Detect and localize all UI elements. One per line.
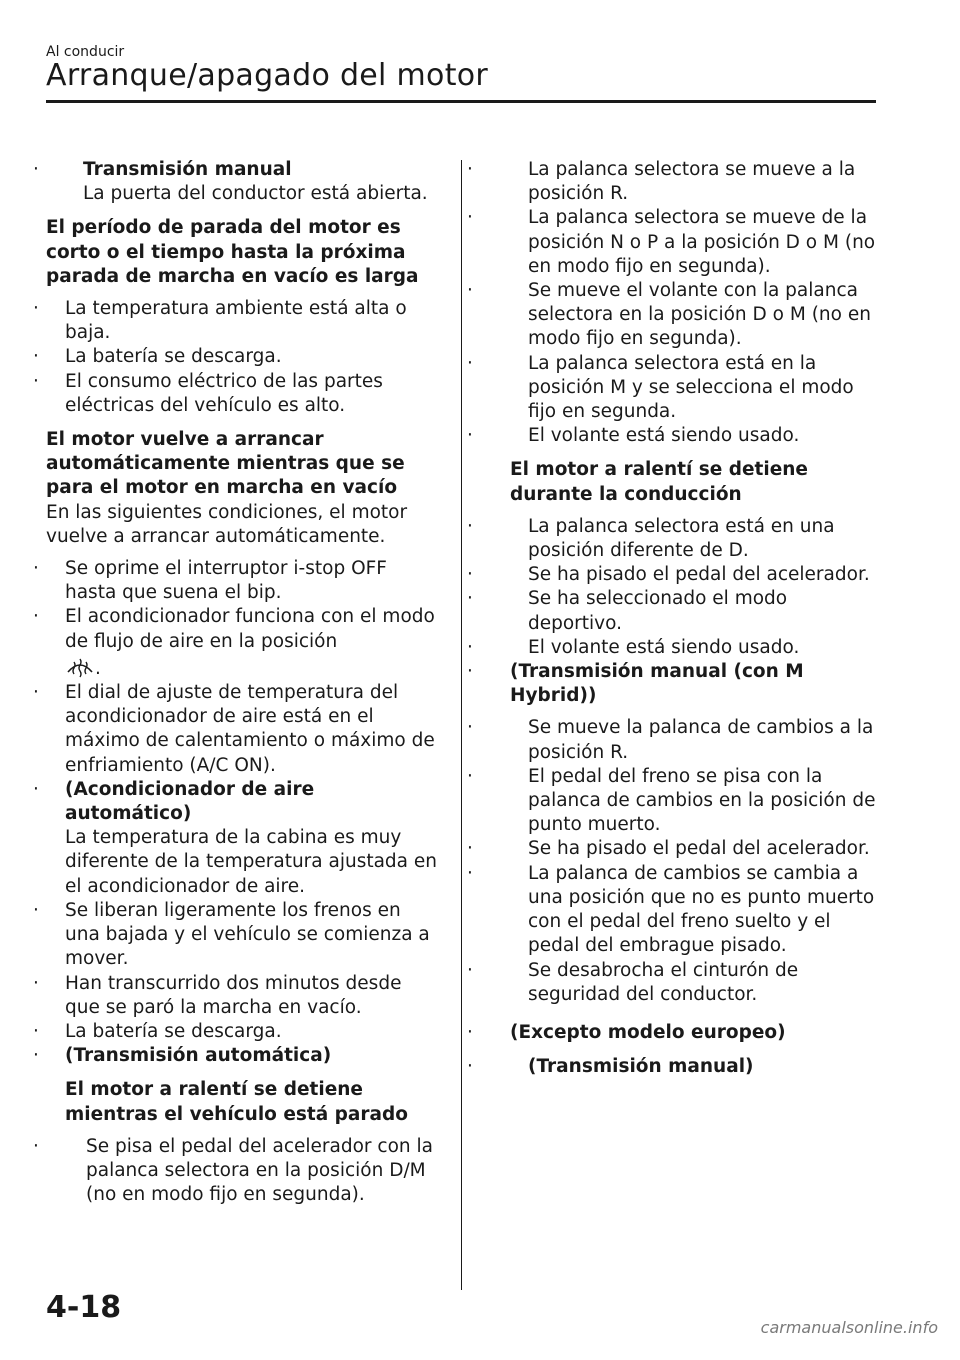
list-item: · Se pisa el pedal del acelerador con la palanca selectora en la posición D/M (no en modo fijo en segunda). — [46, 1135, 441, 1208]
list-item: · La temperatura ambiente está alta o baja. — [46, 297, 441, 345]
section-heading: El período de parada del motor es corto o el tiempo hasta la próxima parada de marcha en vacío es larga — [46, 217, 419, 287]
item-label: (Excepto modelo europeo) — [510, 1021, 786, 1043]
list-item: · La palanca selectora se mueve a la posición R. — [480, 158, 880, 206]
list-item: · Se desabrocha el cinturón de seguridad del conductor. — [480, 959, 880, 1007]
list-item: · La palanca selectora está en la posición M y se selecciona el modo fijo en segunda. — [480, 352, 880, 425]
defroster-line — [65, 654, 441, 681]
column-divider — [461, 160, 462, 1290]
list-item: · La batería se descarga. — [46, 1020, 441, 1044]
list-item — [480, 660, 880, 708]
list-item: · Se mueve la palanca de cambios a la posición R. — [480, 716, 880, 764]
defroster-icon — [65, 654, 95, 680]
item-label: (Transmisión manual (con M Hybrid)) — [510, 661, 804, 707]
sub-heading: El motor a ralentí se detiene durante la conducción — [510, 459, 808, 505]
item-text: La puerta del conductor está abierta. — [83, 183, 428, 205]
item-label: · (Acondicionador de aire automático) — [65, 778, 315, 825]
section-label: Al conducir — [46, 44, 125, 60]
list-item: · Se ha pisado el pedal del acelerador. — [480, 837, 880, 861]
item-text: La temperatura de la cabina es muy diferente de la temperatura ajustada en el acondicionador de aire. — [65, 827, 437, 897]
list-item: · La palanca de cambios se cambia a una posición que no es punto muerto con el pedal del freno suelto y el pedal del embrague pisado. — [480, 862, 880, 959]
list-item: · El consumo eléctrico de las partes eléctricas del vehículo es alto. — [46, 370, 441, 418]
list-item: · Han transcurrido dos minutos desde que se paró la marcha en vacío. — [46, 972, 441, 1020]
list-item — [480, 1055, 880, 1079]
sub-heading: El motor a ralentí se detiene mientras el vehículo está parado — [65, 1079, 408, 1125]
list-item: · Se mueve el volante con la palanca selectora en la posición D o M (no en modo fijo en segunda). — [480, 279, 880, 352]
list-item — [46, 1044, 441, 1068]
list-item: · La batería se descarga. — [46, 345, 441, 369]
list-item: · La palanca selectora se mueve de la posición N o P a la posición D o M (no en modo fijo en segunda). — [480, 206, 880, 279]
list-item: · El volante está siendo usado. — [480, 424, 880, 448]
list-item: · Se liberan ligeramente los frenos en una bajada y el vehículo se comienza a mover. — [46, 899, 441, 972]
left-column — [46, 158, 441, 1207]
section-heading: El motor vuelve a arrancar automáticamente mientras que se para el motor en marcha en vacío — [46, 429, 405, 499]
watermark: carmanualsonline.info — [760, 1318, 938, 1337]
item-label: (Transmisión manual) — [528, 1056, 754, 1078]
list-item: · El volante está siendo usado. — [480, 636, 880, 660]
item-label: (Transmisión automática) — [65, 1045, 332, 1067]
list-item: · El pedal del freno se pisa con la palanca de cambios en la posición de punto muerto. — [480, 765, 880, 838]
list-item: · Se ha seleccionado el modo deportivo. — [480, 587, 880, 635]
item-text: El acondicionador funciona con el modo de flujo de aire en la posición — [65, 606, 435, 652]
right-column — [480, 158, 880, 1079]
list-item: · La palanca selectora está en una posición diferente de D. — [480, 515, 880, 563]
list-item: · Se ha pisado el pedal del acelerador. — [480, 563, 880, 587]
page-title: Arranque/apagado del motor — [46, 58, 489, 93]
list-item — [480, 1021, 880, 1045]
item-text-end: . — [95, 657, 101, 679]
title-divider — [46, 100, 876, 103]
list-item: · Se oprime el interruptor i-stop OFF hasta que suena el bip. — [46, 557, 441, 605]
page-number: 4-18 — [46, 1290, 122, 1325]
list-item — [46, 158, 441, 206]
list-item — [46, 605, 441, 681]
paragraph: En las siguientes condiciones, el motor vuelve a arrancar automáticamente. — [46, 501, 408, 547]
list-item: · El dial de ajuste de temperatura del acondicionador de aire está en el máximo de calentamiento o máximo de enfriamiento (A/C ON). — [46, 681, 441, 778]
list-item — [46, 778, 441, 899]
item-label: · Transmisión manual — [83, 159, 292, 180]
